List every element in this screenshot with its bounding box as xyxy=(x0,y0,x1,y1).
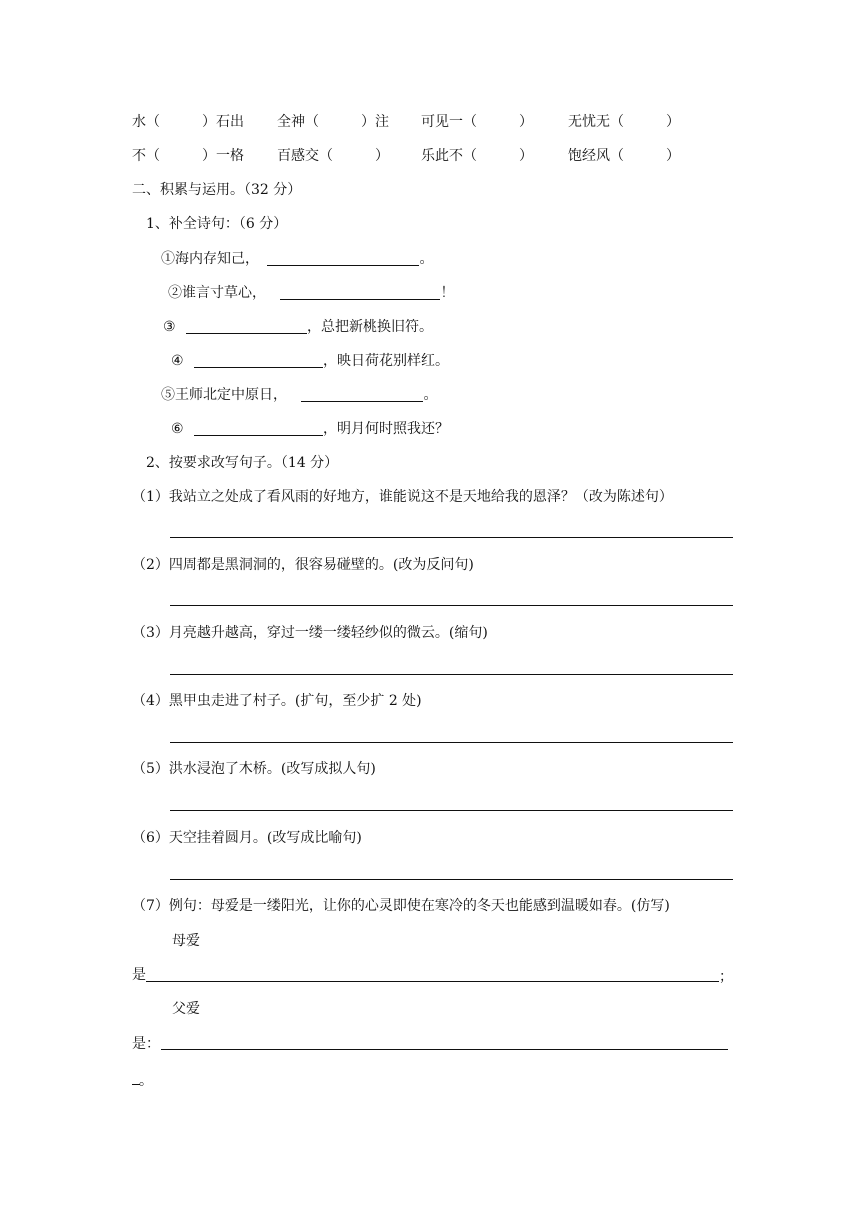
poem-blank[interactable] xyxy=(194,421,323,436)
answer-line[interactable] xyxy=(170,674,733,675)
poem-line xyxy=(161,385,437,405)
idiom-item: 乐此不（ ） xyxy=(421,148,533,164)
poem-prefix: ⑤王师北定中原日， xyxy=(161,387,287,403)
poem-prefix: ①海内存知己， xyxy=(161,251,259,267)
poem-line xyxy=(163,317,433,337)
mother-end: ； xyxy=(719,969,733,985)
rewrite-prompt: （5）洪水浸泡了木桥。(改写成拟人句) xyxy=(132,761,376,777)
answer-line[interactable] xyxy=(170,879,733,880)
section-title: 二、积累与运用。（32 分） xyxy=(132,182,302,198)
rewrite-prompt: （1）我站立之处成了看风雨的好地方，谁能说这不是天地给我的恩泽？（改为陈述句） xyxy=(132,489,673,505)
rewrite-prompt: （4）黑甲虫走进了村子。(扩句，至少扩 2 处) xyxy=(132,693,422,709)
poem-line xyxy=(171,351,449,371)
poem-blank[interactable] xyxy=(194,353,323,368)
mother-is: 是 xyxy=(132,967,146,983)
father-is: 是： xyxy=(132,1036,160,1052)
answer-line[interactable] xyxy=(170,537,733,538)
answer-line[interactable] xyxy=(161,1049,728,1050)
poem-suffix: ，总把新桃换旧符。 xyxy=(307,319,434,335)
question-1-title: 1、补全诗句：（6 分） xyxy=(146,216,288,232)
idiom-item: 饱经风（ ） xyxy=(568,148,680,164)
idiom-item: 百感交（ ） xyxy=(277,148,389,164)
poem-suffix: 。 xyxy=(419,251,434,267)
answer-line[interactable] xyxy=(146,981,719,982)
mother-label: 母爱 xyxy=(172,933,200,949)
poem-blank[interactable] xyxy=(301,387,423,402)
rewrite-prompt: （6）天空挂着圆月。(改写成比喻句) xyxy=(132,830,362,846)
father-label: 父爱 xyxy=(172,1001,200,1017)
answer-line[interactable] xyxy=(170,742,733,743)
poem-suffix: 。 xyxy=(423,387,438,403)
poem-suffix: ，映日荷花别样红。 xyxy=(323,353,450,369)
rewrite-prompt: （7）例句：母爱是一缕阳光，让你的心灵即使在寒冷的冬天也能感到温暖如春。(仿写) xyxy=(132,898,670,914)
poem-line xyxy=(171,419,449,439)
poem-prefix: ②谁言寸草心， xyxy=(168,285,266,301)
answer-line[interactable] xyxy=(170,605,733,606)
answer-line[interactable] xyxy=(170,810,733,811)
poem-line xyxy=(161,249,433,269)
idiom-item: 水（ ）石出 xyxy=(132,114,244,130)
poem-prefix: ③ xyxy=(163,319,176,335)
idiom-item: 全神（ ）注 xyxy=(277,114,389,130)
poem-blank[interactable] xyxy=(186,319,307,334)
idiom-item: 无忧无（ ） xyxy=(568,114,680,130)
poem-prefix: ⑥ xyxy=(171,421,184,437)
question-2-title: 2、按要求改写句子。（14 分） xyxy=(146,455,339,471)
poem-suffix: ！ xyxy=(440,285,455,301)
idiom-item: 不（ ）一格 xyxy=(132,148,244,164)
poem-blank[interactable] xyxy=(267,251,419,266)
rewrite-prompt: （3）月亮越升越高，穿过一缕一缕轻纱似的微云。(缩句) xyxy=(132,625,488,641)
poem-line xyxy=(168,283,454,303)
father-end: 。 xyxy=(139,1073,153,1089)
poem-blank[interactable] xyxy=(280,285,440,300)
idiom-item: 可见一（ ） xyxy=(421,114,533,130)
poem-prefix: ④ xyxy=(171,353,184,369)
poem-suffix: ，明月何时照我还？ xyxy=(323,421,450,437)
rewrite-prompt: （2）四周都是黑洞洞的，很容易碰壁的。(改为反问句) xyxy=(132,557,474,573)
